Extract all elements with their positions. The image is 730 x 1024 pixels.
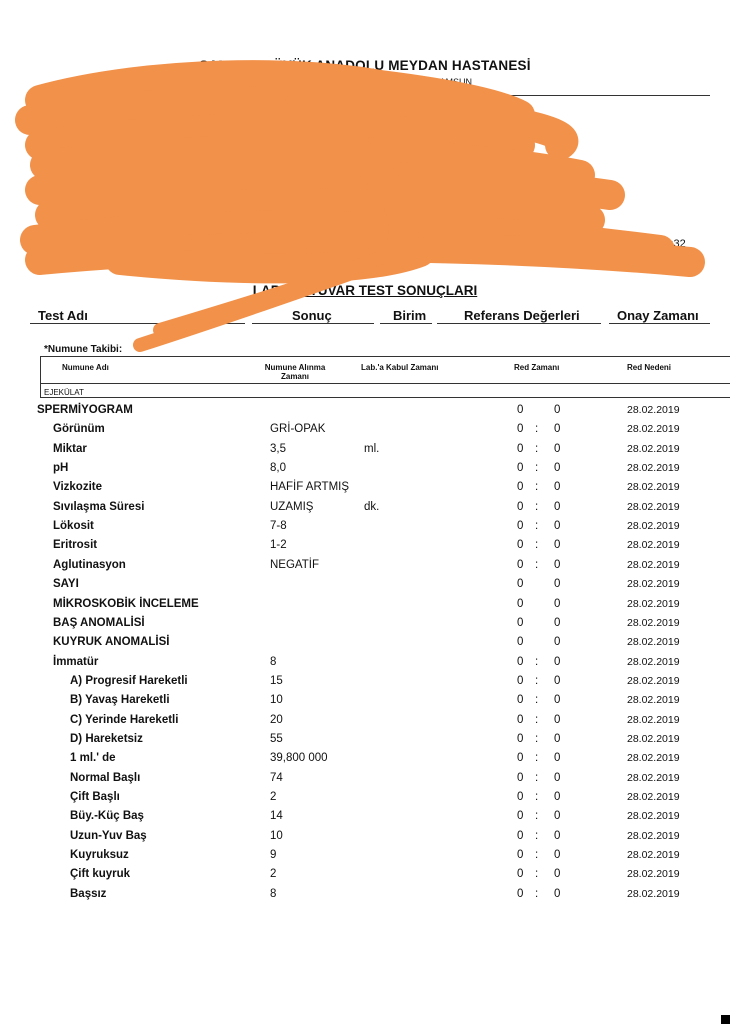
test-name: D) Hareketsiz bbox=[70, 732, 143, 745]
test-result: 2 bbox=[270, 868, 277, 881]
result-row bbox=[0, 539, 730, 558]
test-name: Lökosit bbox=[53, 520, 94, 533]
reference-high: 0 bbox=[554, 849, 561, 862]
test-result: 10 bbox=[270, 694, 283, 707]
test-name: Büy.-Küç Baş bbox=[70, 810, 144, 823]
col-unit: Birim bbox=[393, 308, 427, 323]
reference-high: 0 bbox=[554, 752, 561, 765]
test-result: 39,800 000 bbox=[270, 752, 328, 765]
reference-low: 0 bbox=[517, 713, 524, 726]
header-divider bbox=[30, 95, 710, 96]
reference-high: 0 bbox=[554, 713, 561, 726]
col-result-rule bbox=[252, 323, 374, 324]
th-sample-name: Numune Adı bbox=[62, 363, 109, 372]
approval-date: 28.02.2019 bbox=[627, 616, 680, 629]
reference-high: 0 bbox=[554, 771, 561, 784]
test-unit: dk. bbox=[364, 500, 380, 513]
th-lab-accept: Lab.'a Kabul Zamanı bbox=[361, 363, 439, 372]
approval-date: 28.02.2019 bbox=[627, 578, 680, 591]
approval-date: 28.02.2019 bbox=[627, 771, 680, 784]
reference-low: 0 bbox=[517, 674, 524, 687]
result-row bbox=[0, 714, 730, 733]
reference-high: 0 bbox=[554, 442, 561, 455]
result-row bbox=[0, 888, 730, 907]
reference-low: 0 bbox=[517, 655, 524, 668]
test-result: 20 bbox=[270, 713, 283, 726]
reference-high: 0 bbox=[554, 636, 561, 649]
col-test-name-rule bbox=[30, 323, 245, 324]
sample-tracking-divider bbox=[40, 383, 730, 384]
test-result: 8 bbox=[270, 887, 277, 900]
approval-date: 28.02.2019 bbox=[627, 404, 680, 416]
th-sample-time bbox=[255, 363, 335, 381]
reference-separator: : bbox=[535, 674, 539, 687]
reference-high: 0 bbox=[554, 694, 561, 707]
scan-corner-mark bbox=[721, 1015, 730, 1024]
reference-low: 0 bbox=[517, 558, 524, 571]
result-row bbox=[0, 752, 730, 771]
reference-separator: : bbox=[535, 752, 539, 765]
reference-high: 0 bbox=[554, 462, 561, 475]
test-name: Miktar bbox=[53, 442, 87, 455]
approval-date: 28.02.2019 bbox=[627, 674, 680, 687]
result-row bbox=[0, 423, 730, 442]
test-result: 1-2 bbox=[270, 539, 287, 552]
test-name: Sıvılaşma Süresi bbox=[53, 500, 145, 513]
sample-tracking-title: *Numune Takibi: bbox=[44, 344, 123, 355]
test-result: 10 bbox=[270, 829, 283, 842]
sample-type: EJEKÜLAT bbox=[44, 388, 84, 397]
reference-low: 0 bbox=[517, 578, 524, 591]
result-row bbox=[0, 675, 730, 694]
result-row bbox=[0, 481, 730, 500]
reference-separator: : bbox=[535, 829, 539, 842]
reference-high: 0 bbox=[554, 597, 561, 610]
reference-low: 0 bbox=[517, 694, 524, 707]
approval-date: 28.02.2019 bbox=[627, 423, 680, 436]
reference-low: 0 bbox=[517, 616, 524, 629]
test-result: 7-8 bbox=[270, 520, 287, 533]
col-approval: Onay Zamanı bbox=[617, 308, 699, 323]
reference-low: 0 bbox=[517, 752, 524, 765]
approval-date: 28.02.2019 bbox=[627, 829, 680, 842]
test-name: SPERMİYOGRAM bbox=[37, 404, 133, 416]
reference-separator: : bbox=[535, 655, 539, 668]
test-name: A) Progresif Hareketli bbox=[70, 674, 188, 687]
result-row bbox=[0, 598, 730, 617]
reference-separator: : bbox=[535, 849, 539, 862]
reference-separator: : bbox=[535, 868, 539, 881]
reference-low: 0 bbox=[517, 404, 524, 416]
reference-low: 0 bbox=[517, 539, 524, 552]
col-reference-rule bbox=[437, 323, 601, 324]
col-unit-rule bbox=[380, 323, 432, 324]
reference-high: 0 bbox=[554, 655, 561, 668]
reference-low: 0 bbox=[517, 442, 524, 455]
test-name: BAŞ ANOMALİSİ bbox=[53, 616, 145, 629]
reference-separator: : bbox=[535, 500, 539, 513]
report-title: LABORATUVAR TEST SONUÇLARI bbox=[252, 283, 478, 298]
th-reject-time: Red Zamanı bbox=[514, 363, 560, 372]
test-name: B) Yavaş Hareketli bbox=[70, 694, 170, 707]
result-row bbox=[0, 810, 730, 829]
reference-separator: : bbox=[535, 791, 539, 803]
reference-low: 0 bbox=[517, 481, 524, 494]
result-row bbox=[0, 578, 730, 597]
result-row bbox=[0, 791, 730, 810]
reference-high: 0 bbox=[554, 558, 561, 571]
reference-high: 0 bbox=[554, 887, 561, 900]
reference-high: 0 bbox=[554, 539, 561, 552]
reference-separator: : bbox=[535, 539, 539, 552]
test-unit: ml. bbox=[364, 442, 380, 455]
reference-high: 0 bbox=[554, 829, 561, 842]
test-result: NEGATİF bbox=[270, 558, 319, 571]
test-result: 8,0 bbox=[270, 462, 286, 475]
test-result: 74 bbox=[270, 771, 283, 784]
result-row bbox=[0, 501, 730, 520]
test-name: Çift kuyruk bbox=[70, 868, 131, 881]
reference-high: 0 bbox=[554, 674, 561, 687]
test-name: KUYRUK ANOMALİSİ bbox=[53, 636, 170, 649]
approval-date: 28.02.2019 bbox=[627, 558, 680, 571]
approval-date: 28.02.2019 bbox=[627, 810, 680, 823]
test-result: 14 bbox=[270, 810, 283, 823]
test-result: UZAMIŞ bbox=[270, 500, 314, 513]
reference-high: 0 bbox=[554, 810, 561, 823]
approval-date: 28.02.2019 bbox=[627, 462, 680, 475]
reference-high: 0 bbox=[554, 500, 561, 513]
reference-low: 0 bbox=[517, 791, 524, 803]
test-name: Uzun-Yuv Baş bbox=[70, 829, 147, 842]
test-name: MİKROSKOBİK İNCELEME bbox=[53, 597, 199, 610]
reference-high: 0 bbox=[554, 616, 561, 629]
reference-low: 0 bbox=[517, 829, 524, 842]
approval-date: 28.02.2019 bbox=[627, 655, 680, 668]
test-result: 3,5 bbox=[270, 442, 286, 455]
test-result: HAFİF ARTMIŞ bbox=[270, 481, 350, 494]
th-sample-time-line1: Numune Alınma bbox=[264, 363, 326, 372]
reference-separator: : bbox=[535, 558, 539, 571]
reference-high: 0 bbox=[554, 520, 561, 533]
result-row bbox=[0, 559, 730, 578]
test-name: Çift Başlı bbox=[70, 791, 120, 803]
test-name: pH bbox=[53, 462, 69, 475]
approval-date: 28.02.2019 bbox=[627, 791, 680, 803]
reference-separator: : bbox=[535, 694, 539, 707]
reference-separator: : bbox=[535, 887, 539, 900]
approval-date: 28.02.2019 bbox=[627, 713, 680, 726]
result-row bbox=[0, 617, 730, 636]
reference-separator: : bbox=[535, 462, 539, 475]
reference-separator: : bbox=[535, 713, 539, 726]
test-result: 55 bbox=[270, 732, 283, 745]
reference-low: 0 bbox=[517, 849, 524, 862]
result-row bbox=[0, 830, 730, 849]
col-result: Sonuç bbox=[292, 308, 332, 323]
reference-high: 0 bbox=[554, 578, 561, 591]
test-name: C) Yerinde Hareketli bbox=[70, 713, 179, 726]
redaction-scribble bbox=[30, 75, 690, 345]
reference-low: 0 bbox=[517, 520, 524, 533]
test-name: İmmatür bbox=[53, 655, 99, 668]
approval-date: 28.02.2019 bbox=[627, 597, 680, 610]
result-row bbox=[0, 733, 730, 752]
result-row bbox=[0, 772, 730, 791]
reference-separator: : bbox=[535, 732, 539, 745]
test-result: GRİ-OPAK bbox=[270, 423, 326, 436]
reference-high: 0 bbox=[554, 791, 561, 803]
approval-date: 28.02.2019 bbox=[627, 442, 680, 455]
test-name: Aglutinasyon bbox=[53, 558, 126, 571]
reference-separator: : bbox=[535, 520, 539, 533]
col-test-name: Test Adı bbox=[38, 308, 88, 323]
test-name: Vizkozite bbox=[53, 481, 102, 494]
approval-date: 28.02.2019 bbox=[627, 539, 680, 552]
reference-low: 0 bbox=[517, 636, 524, 649]
reference-high: 0 bbox=[554, 868, 561, 881]
reference-separator: : bbox=[535, 423, 539, 436]
result-row bbox=[0, 656, 730, 675]
approval-date: 28.02.2019 bbox=[627, 752, 680, 765]
test-name: Görünüm bbox=[53, 423, 105, 436]
reference-low: 0 bbox=[517, 597, 524, 610]
test-name: Kuyruksuz bbox=[70, 849, 129, 862]
approval-date: 28.02.2019 bbox=[627, 636, 680, 649]
reference-high: 0 bbox=[554, 423, 561, 436]
approval-date: 28.02.2019 bbox=[627, 868, 680, 881]
request-label: İstek bbox=[433, 240, 453, 250]
test-result: 15 bbox=[270, 674, 283, 687]
redaction-overlay bbox=[0, 0, 730, 360]
reference-low: 0 bbox=[517, 810, 524, 823]
test-name: SAYI bbox=[53, 578, 79, 591]
reference-separator: : bbox=[535, 481, 539, 494]
approval-date: 28.02.2019 bbox=[627, 887, 680, 900]
test-result: 8 bbox=[270, 655, 277, 668]
reference-low: 0 bbox=[517, 423, 524, 436]
approval-date: 28.02.2019 bbox=[627, 732, 680, 745]
reference-separator: : bbox=[535, 442, 539, 455]
result-row bbox=[0, 404, 730, 423]
reference-low: 0 bbox=[517, 868, 524, 881]
th-reject-reason: Red Nedeni bbox=[627, 363, 672, 372]
approval-date: 28.02.2019 bbox=[627, 849, 680, 862]
reference-low: 0 bbox=[517, 771, 524, 784]
col-reference: Referans Değerleri bbox=[464, 308, 580, 323]
hospital-name: SAMSUN BÜYÜK ANADOLU MEYDAN HASTANESİ bbox=[199, 58, 531, 73]
reference-separator: : bbox=[535, 810, 539, 823]
test-name: 1 ml.' de bbox=[70, 752, 116, 765]
col-approval-rule bbox=[609, 323, 710, 324]
th-sample-time-line2: Zamanı bbox=[280, 372, 309, 381]
result-row bbox=[0, 636, 730, 655]
request-time: 0:10:32 bbox=[649, 238, 686, 250]
result-row bbox=[0, 849, 730, 868]
reference-high: 0 bbox=[554, 481, 561, 494]
result-row bbox=[0, 868, 730, 887]
reference-low: 0 bbox=[517, 732, 524, 745]
hospital-address: Cad.No:160 SAMSUN bbox=[383, 77, 473, 87]
reference-low: 0 bbox=[517, 500, 524, 513]
approval-date: 28.02.2019 bbox=[627, 481, 680, 494]
test-result: 9 bbox=[270, 849, 277, 862]
approval-date: 28.02.2019 bbox=[627, 500, 680, 513]
reference-low: 0 bbox=[517, 887, 524, 900]
test-result: 2 bbox=[270, 791, 277, 803]
reference-separator: : bbox=[535, 771, 539, 784]
approval-date: 28.02.2019 bbox=[627, 694, 680, 707]
test-name: Eritrosit bbox=[53, 539, 98, 552]
reference-low: 0 bbox=[517, 462, 524, 475]
test-name: Normal Başlı bbox=[70, 771, 141, 784]
result-row bbox=[0, 443, 730, 462]
reference-high: 0 bbox=[554, 732, 561, 745]
result-row bbox=[0, 520, 730, 539]
approval-date: 28.02.2019 bbox=[627, 520, 680, 533]
test-name: Başsız bbox=[70, 887, 107, 900]
reference-high: 0 bbox=[554, 404, 561, 416]
result-row bbox=[0, 694, 730, 713]
result-row bbox=[0, 462, 730, 481]
